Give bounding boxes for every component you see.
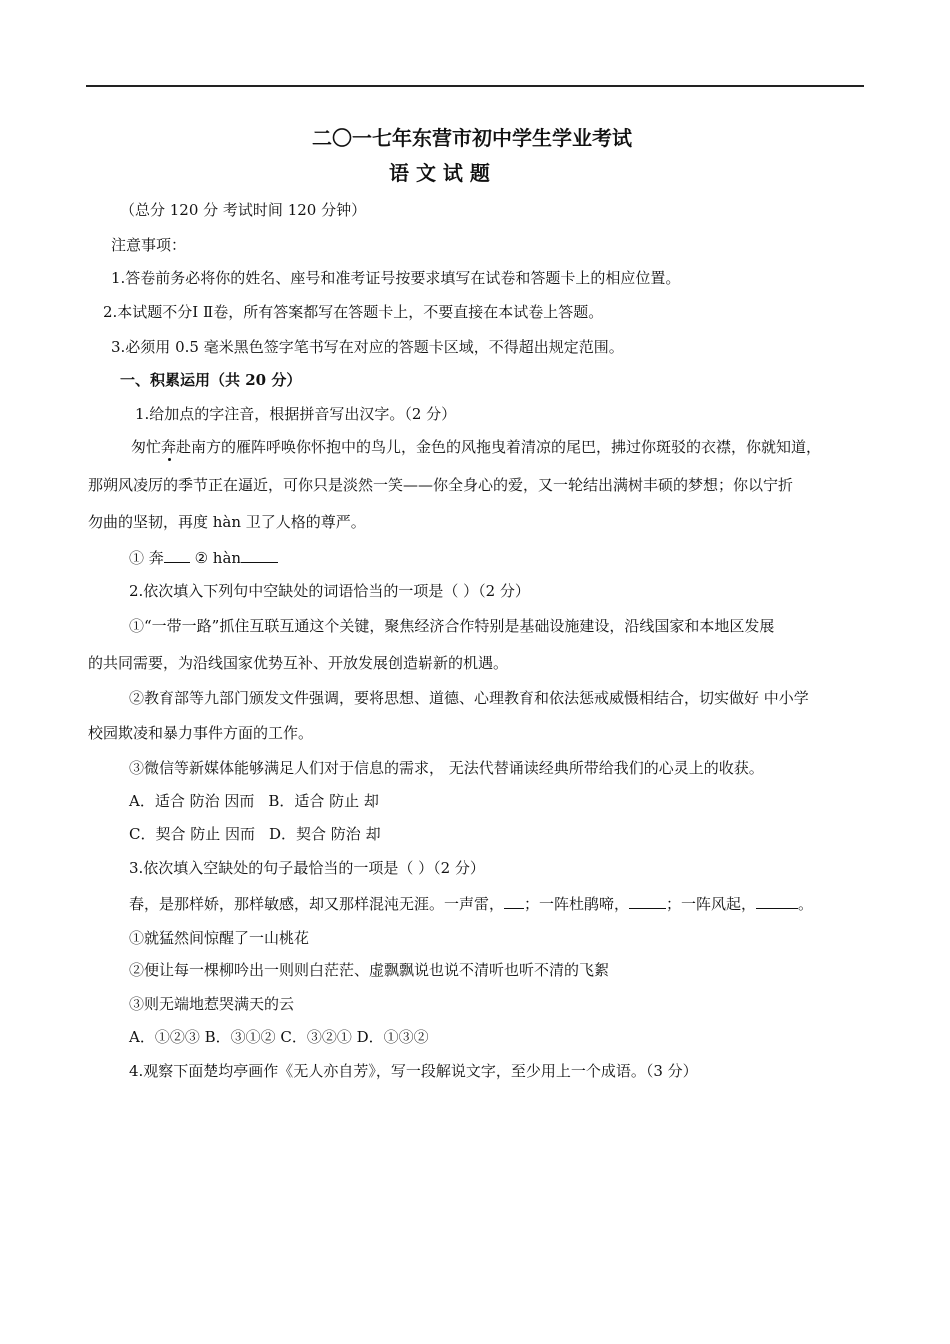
note-item-3: 3.必须用 0.5 毫米黑色签字笔书写在对应的答题卡区域，不得超出规定范围。 xyxy=(111,338,624,356)
q3-stem xyxy=(129,894,813,914)
q3-choice-3: ③则无端地惹哭满天的云 xyxy=(129,995,295,1013)
exam-subtitle: 语 文 试 题 xyxy=(389,161,490,185)
q2-options-row-2 xyxy=(129,824,381,844)
q2-option-c[interactable]: C．契合 防止 因而 xyxy=(129,825,256,843)
q2-options-row-1 xyxy=(129,791,379,811)
q3-blank-2[interactable] xyxy=(629,894,666,909)
section-heading: 一、积累运用（共 20 分） xyxy=(120,371,302,389)
exam-title: 二〇一七年东营市初中学生学业考试 xyxy=(312,126,632,150)
q2-sentence-1a: ①“一带一路”抓住互联互通这个关键，聚焦经济合作特别是基础设施建设，沿线国家和本地区发展 xyxy=(129,617,775,635)
header-rule xyxy=(86,85,864,87)
q3-choice-1: ①就猛然间惊醒了一山桃花 xyxy=(129,929,310,947)
q3-blank-3[interactable] xyxy=(756,894,798,909)
q2-sentence-2a: ②教育部等九部门颁发文件强调，要将思想、道德、心理教育和依法惩戒威慑相结合，切实做好 中小学 xyxy=(129,689,809,707)
q3-choice-2: ②便让每一棵柳吟出一则则白茫茫、虚飘飘说也说不清听也听不清的飞絮 xyxy=(129,961,610,979)
q2-sentence-3: ③微信等新媒体能够满足人们对于信息的需求， 无法代替诵读经典所带给我们的心灵上的收获。 xyxy=(129,759,764,777)
answer-blank-2[interactable] xyxy=(241,548,278,563)
dotted-character: 奔 xyxy=(161,438,177,456)
q1-answer-line xyxy=(129,548,278,568)
note-item-1: 1.答卷前务必将你的姓名、座号和准考证号按要求填写在试卷和答题卡上的相应位置。 xyxy=(111,269,681,287)
q3-stem-end: 。 xyxy=(798,895,814,913)
q3-prompt: 3.依次填入空缺处的句子最恰当的一项是（ ）（2 分） xyxy=(129,859,485,877)
q3-stem-part-2: ；一阵杜鹃啼， xyxy=(524,895,630,913)
q1-passage-line-3: 勿曲的坚韧，再度 hàn 卫了人格的尊严。 xyxy=(88,513,366,531)
score-time: （总分 120 分 考试时间 120 分钟） xyxy=(120,201,367,219)
q3-options[interactable]: A．①②③ B．③①② C．③②① D．①③② xyxy=(129,1028,429,1046)
q1-prompt: 1.给加点的字注音，根据拼音写出汉字。（2 分） xyxy=(135,405,457,423)
q2-prompt: 2.依次填入下列句中空缺处的词语恰当的一项是（ ）（2 分） xyxy=(129,582,530,600)
q3-stem-part-1: 春，是那样娇，那样敏感，却又那样混沌无涯。一声雷， xyxy=(129,895,505,913)
note-item-2: 2.本试题不分Ⅰ Ⅱ卷，所有答案都写在答题卡上，不要直接在本试卷上答题。 xyxy=(103,303,604,321)
q2-option-d[interactable]: D．契合 防治 却 xyxy=(269,825,381,843)
q1-passage-line-2: 那朔风凌厉的季节正在逼近，可你只是淡然一笑——你全身心的爱，又一轮结出满树丰硕的梦想；你以宁折 xyxy=(88,476,794,494)
q3-blank-1[interactable] xyxy=(504,894,524,909)
q3-stem-part-3: ；一阵风起， xyxy=(666,895,757,913)
q2-sentence-2b: 校园欺凌和暴力事件方面的工作。 xyxy=(88,724,314,742)
q2-sentence-1b: 的共同需要，为沿线国家优势互补、开放发展创造崭新的机遇。 xyxy=(88,654,509,672)
answer-label-1: ① 奔 xyxy=(129,549,164,567)
notes-heading: 注意事项： xyxy=(111,236,187,254)
q1-passage-start: 匆忙 xyxy=(131,438,162,456)
answer-blank-1[interactable] xyxy=(164,548,190,563)
q1-passage-line-1 xyxy=(131,437,821,457)
q4-prompt: 4.观察下面楚均亭画作《无人亦自芳》，写一段解说文字，至少用上一个成语。（3 分） xyxy=(129,1062,698,1080)
q1-passage-rest: 赴南方的雁阵呼唤你怀抱中的鸟儿，金色的风拖曳着清凉的尾巴，拂过你斑驳的衣襟，你就知道， xyxy=(176,438,822,456)
q2-option-a[interactable]: A．适合 防治 因而 xyxy=(129,792,255,810)
answer-label-2: ② hàn xyxy=(194,549,242,567)
q2-option-b[interactable]: B．适合 防止 却 xyxy=(268,792,379,810)
